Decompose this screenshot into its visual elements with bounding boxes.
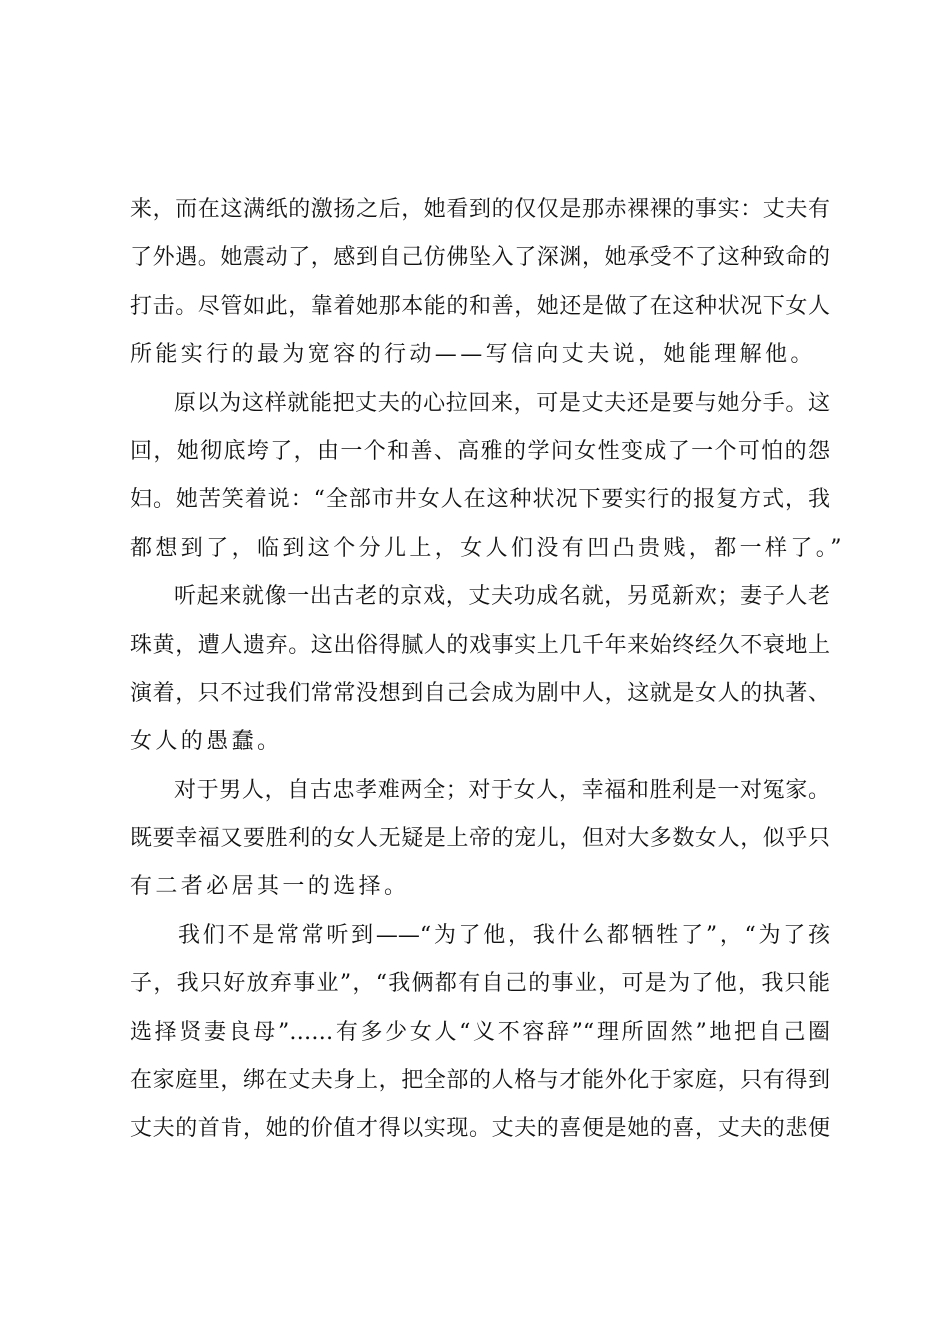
text-line: 子，我只好放弃事业”，“我俩都有自己的事业，可是为了他，我只能	[130, 971, 830, 997]
text-line: 了外遇。她震动了，感到自己仿佛坠入了深渊，她承受不了这种致命的	[130, 245, 830, 271]
text-line: 在家庭里，绑在丈夫身上，把全部的人格与才能外化于家庭，只有得到	[130, 1068, 830, 1094]
body-text	[130, 186, 845, 1154]
paragraph-3	[130, 573, 830, 767]
text-line: 珠黄，遭人遗弃。这出俗得腻人的戏事实上几千年来始终经久不衰地上	[130, 632, 830, 658]
text-line: 丈夫的首肯，她的价值才得以实现。丈夫的喜便是她的喜，丈夫的悲便	[130, 1116, 830, 1142]
text-line: 我们不是常常听到——“为了他，我什么都牺牲了”，“为了孩	[178, 922, 830, 948]
paragraph-1	[130, 186, 830, 380]
text-line: 听起来就像一出古老的京戏，丈夫功成名就，另觅新欢；妻子人老	[174, 584, 830, 610]
text-line: 有二者必居其一的选择。	[130, 874, 410, 900]
paragraph-5	[130, 912, 830, 1154]
text-line: 所能实行的最为宽容的行动——写信向丈夫说，她能理解他。	[130, 342, 816, 368]
text-line: 原以为这样就能把丈夫的心拉回来，可是丈夫还是要与她分手。这	[174, 390, 830, 416]
text-line: 选择贤妻良母”……有多少女人“义不容辞”“理所固然”地把自己圈	[130, 1019, 830, 1045]
text-line: 来，而在这满纸的激扬之后，她看到的仅仅是那赤裸裸的事实：丈夫有	[130, 197, 830, 222]
text-line: 对于男人，自古忠孝难两全；对于女人，幸福和胜利是一对冤家。	[174, 777, 830, 803]
text-line: 既要幸福又要胜利的女人无疑是上帝的宠儿，但对大多数女人，似乎只	[130, 826, 830, 852]
text-line: 演着，只不过我们常常没想到自己会成为剧中人，这就是女人的执著、	[130, 680, 830, 706]
text-line: 都想到了，临到这个分儿上，女人们没有凹凸贵贱，都一样了。”	[130, 535, 845, 561]
paragraph-4	[130, 767, 830, 912]
text-line: 女人的愚蠢。	[130, 729, 283, 755]
text-line: 打击。尽管如此，靠着她那本能的和善，她还是做了在这种状况下女人	[130, 293, 830, 319]
text-line: 妇。她苦笑着说：“全部市井女人在这种状况下要实行的报复方式，我	[130, 487, 830, 513]
text-line: 回，她彻底垮了，由一个和善、高雅的学问女性变成了一个可怕的怨	[130, 438, 830, 464]
paragraph-2	[130, 380, 845, 574]
